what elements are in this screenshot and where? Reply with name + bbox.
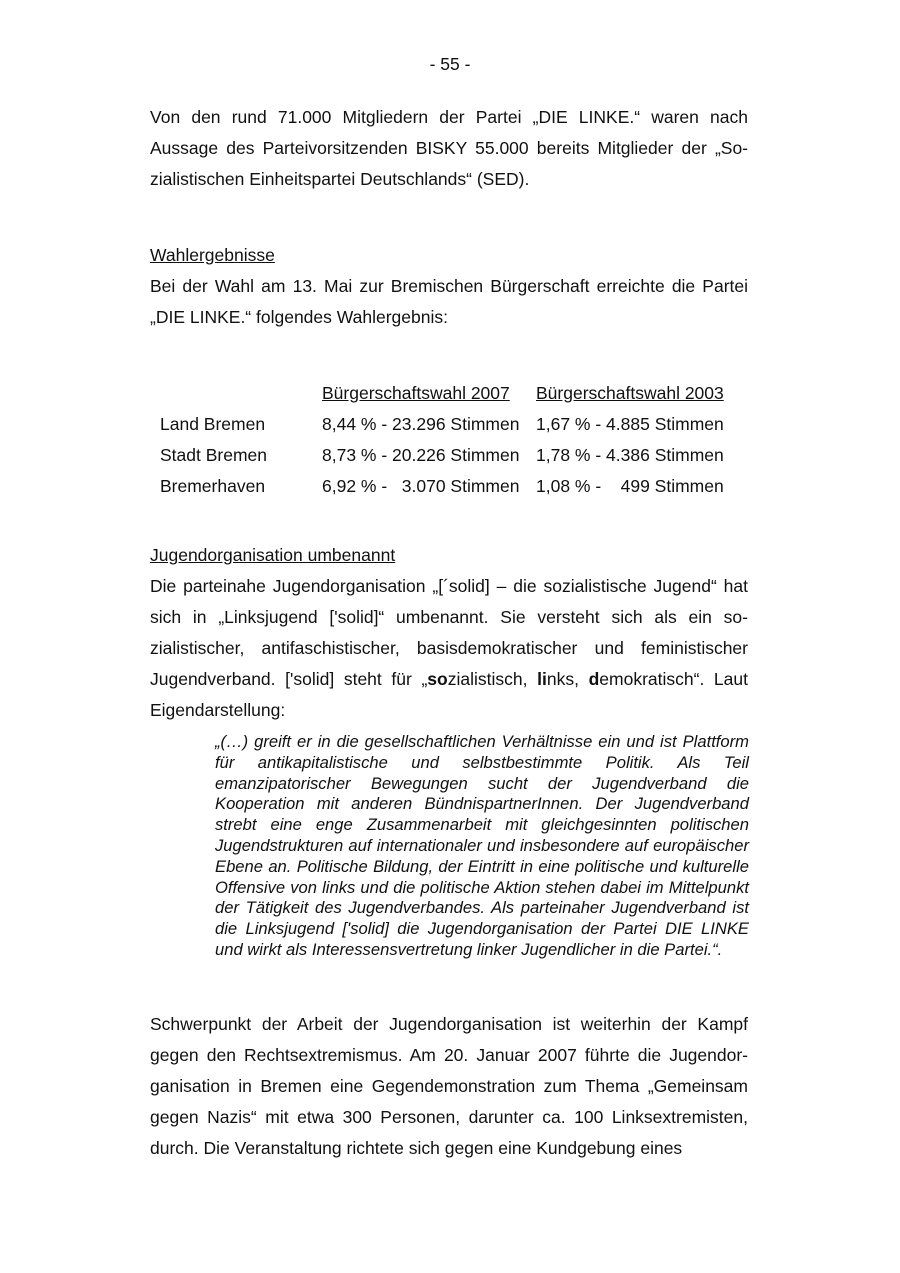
results-table-header bbox=[160, 378, 736, 409]
section-jugendorganisation bbox=[150, 540, 748, 726]
closing-paragraph: Schwerpunkt der Arbeit der Jugendorganisation ist weiterhin der Kampf gegen den Rechtsextremismus. Am 20. Januar 2007 führte die Jugendorganisation in Bremen eine Gegendemonstration zum Thema „Gemeinsam gegen Nazis“ mit etwa 300 Personen, darunter ca. 100 Linksextremisten, durch. Die Veranstaltung richtete sich gegen eine Kundgebung eines bbox=[150, 1014, 748, 1158]
result-2007-cell: 6,92 % - 3.070 Stimmen bbox=[322, 476, 520, 496]
results-table bbox=[160, 378, 736, 502]
table-row bbox=[160, 409, 736, 440]
result-2003-cell: 1,78 % - 4.386 Stimmen bbox=[536, 445, 724, 465]
result-2003-cell: 1,67 % - 4.885 Stimmen bbox=[536, 414, 724, 434]
jugendorganisation-paragraph: Die parteinahe Jugendorganisation „[´solid] – die sozialistische Jugend“ hat sich in „Linksjugend ['solid]“ umbenannt. Sie versteht sich als ein sozialistischer, antifaschistischer, basisdemokratischer und feministischer Jugendverband. ['solid] steht für „sozialistisch, links, demokratisch“. Laut Eigendarstellung: bbox=[150, 576, 748, 720]
intro-block bbox=[150, 102, 748, 195]
wahlergebnisse-paragraph: Bei der Wahl am 13. Mai zur Bremischen Bürgerschaft erreichte die Partei „DIE LINKE.“ folgendes Wahlergebnis: bbox=[150, 276, 748, 327]
closing-block bbox=[150, 1009, 748, 1164]
header-2003: Bürgerschaftswahl 2003 bbox=[536, 383, 724, 403]
intro-paragraph: Von den rund 71.000 Mitgliedern der Partei „DIE LINKE.“ waren nach Aussage des Parteivorsitzenden BISKY 55.000 bereits Mitglieder der „Sozialistischen Einheitspartei Deutschlands“ (SED). bbox=[150, 107, 748, 189]
region-cell: Land Bremen bbox=[160, 414, 266, 434]
section-heading-jugendorganisation: Jugendorganisation umbenannt bbox=[150, 545, 396, 565]
table-row bbox=[160, 471, 736, 502]
block-quote: „(…) greift er in die gesellschaftlichen Verhältnisse ein und ist Plattform für antikapitalistische und selbstbestimmte Politik. Als Teil emanzipatorischer Bewegungen sucht der Jugendverband die Kooperation mit anderen BündnispartnerInnen. Der Jugendverband strebt eine enge Zusammenarbeit mit gleichgesinnten politischen Jugendstrukturen auf internationaler und insbesondere auf europäischer Ebene an. Politische Bildung, der Eintritt in eine politische und kulturelle Offensive von links und die politische Aktion stehen dabei im Mittelpunkt der Tätigkeit des Jugendverbandes. Als parteinaher Jugendverband ist die Linksjugend ['solid] die Jugendorganisation der Partei DIE LINKE und wirkt als Interessensvertretung linker Jugendlicher in die Partei.“. bbox=[215, 732, 749, 959]
region-cell: Stadt Bremen bbox=[160, 445, 267, 465]
region-cell: Bremerhaven bbox=[160, 476, 266, 496]
page-number: - 55 - bbox=[429, 54, 471, 74]
section-wahlergebnisse bbox=[150, 240, 748, 333]
section-heading-wahlergebnisse: Wahlergebnisse bbox=[150, 245, 275, 265]
result-2007-cell: 8,44 % - 23.296 Stimmen bbox=[322, 414, 520, 434]
result-2007-cell: 8,73 % - 20.226 Stimmen bbox=[322, 445, 520, 465]
header-2007: Bürgerschaftswahl 2007 bbox=[322, 383, 510, 403]
table-row bbox=[160, 440, 736, 471]
result-2003-cell: 1,08 % - 499 Stimmen bbox=[536, 476, 724, 496]
